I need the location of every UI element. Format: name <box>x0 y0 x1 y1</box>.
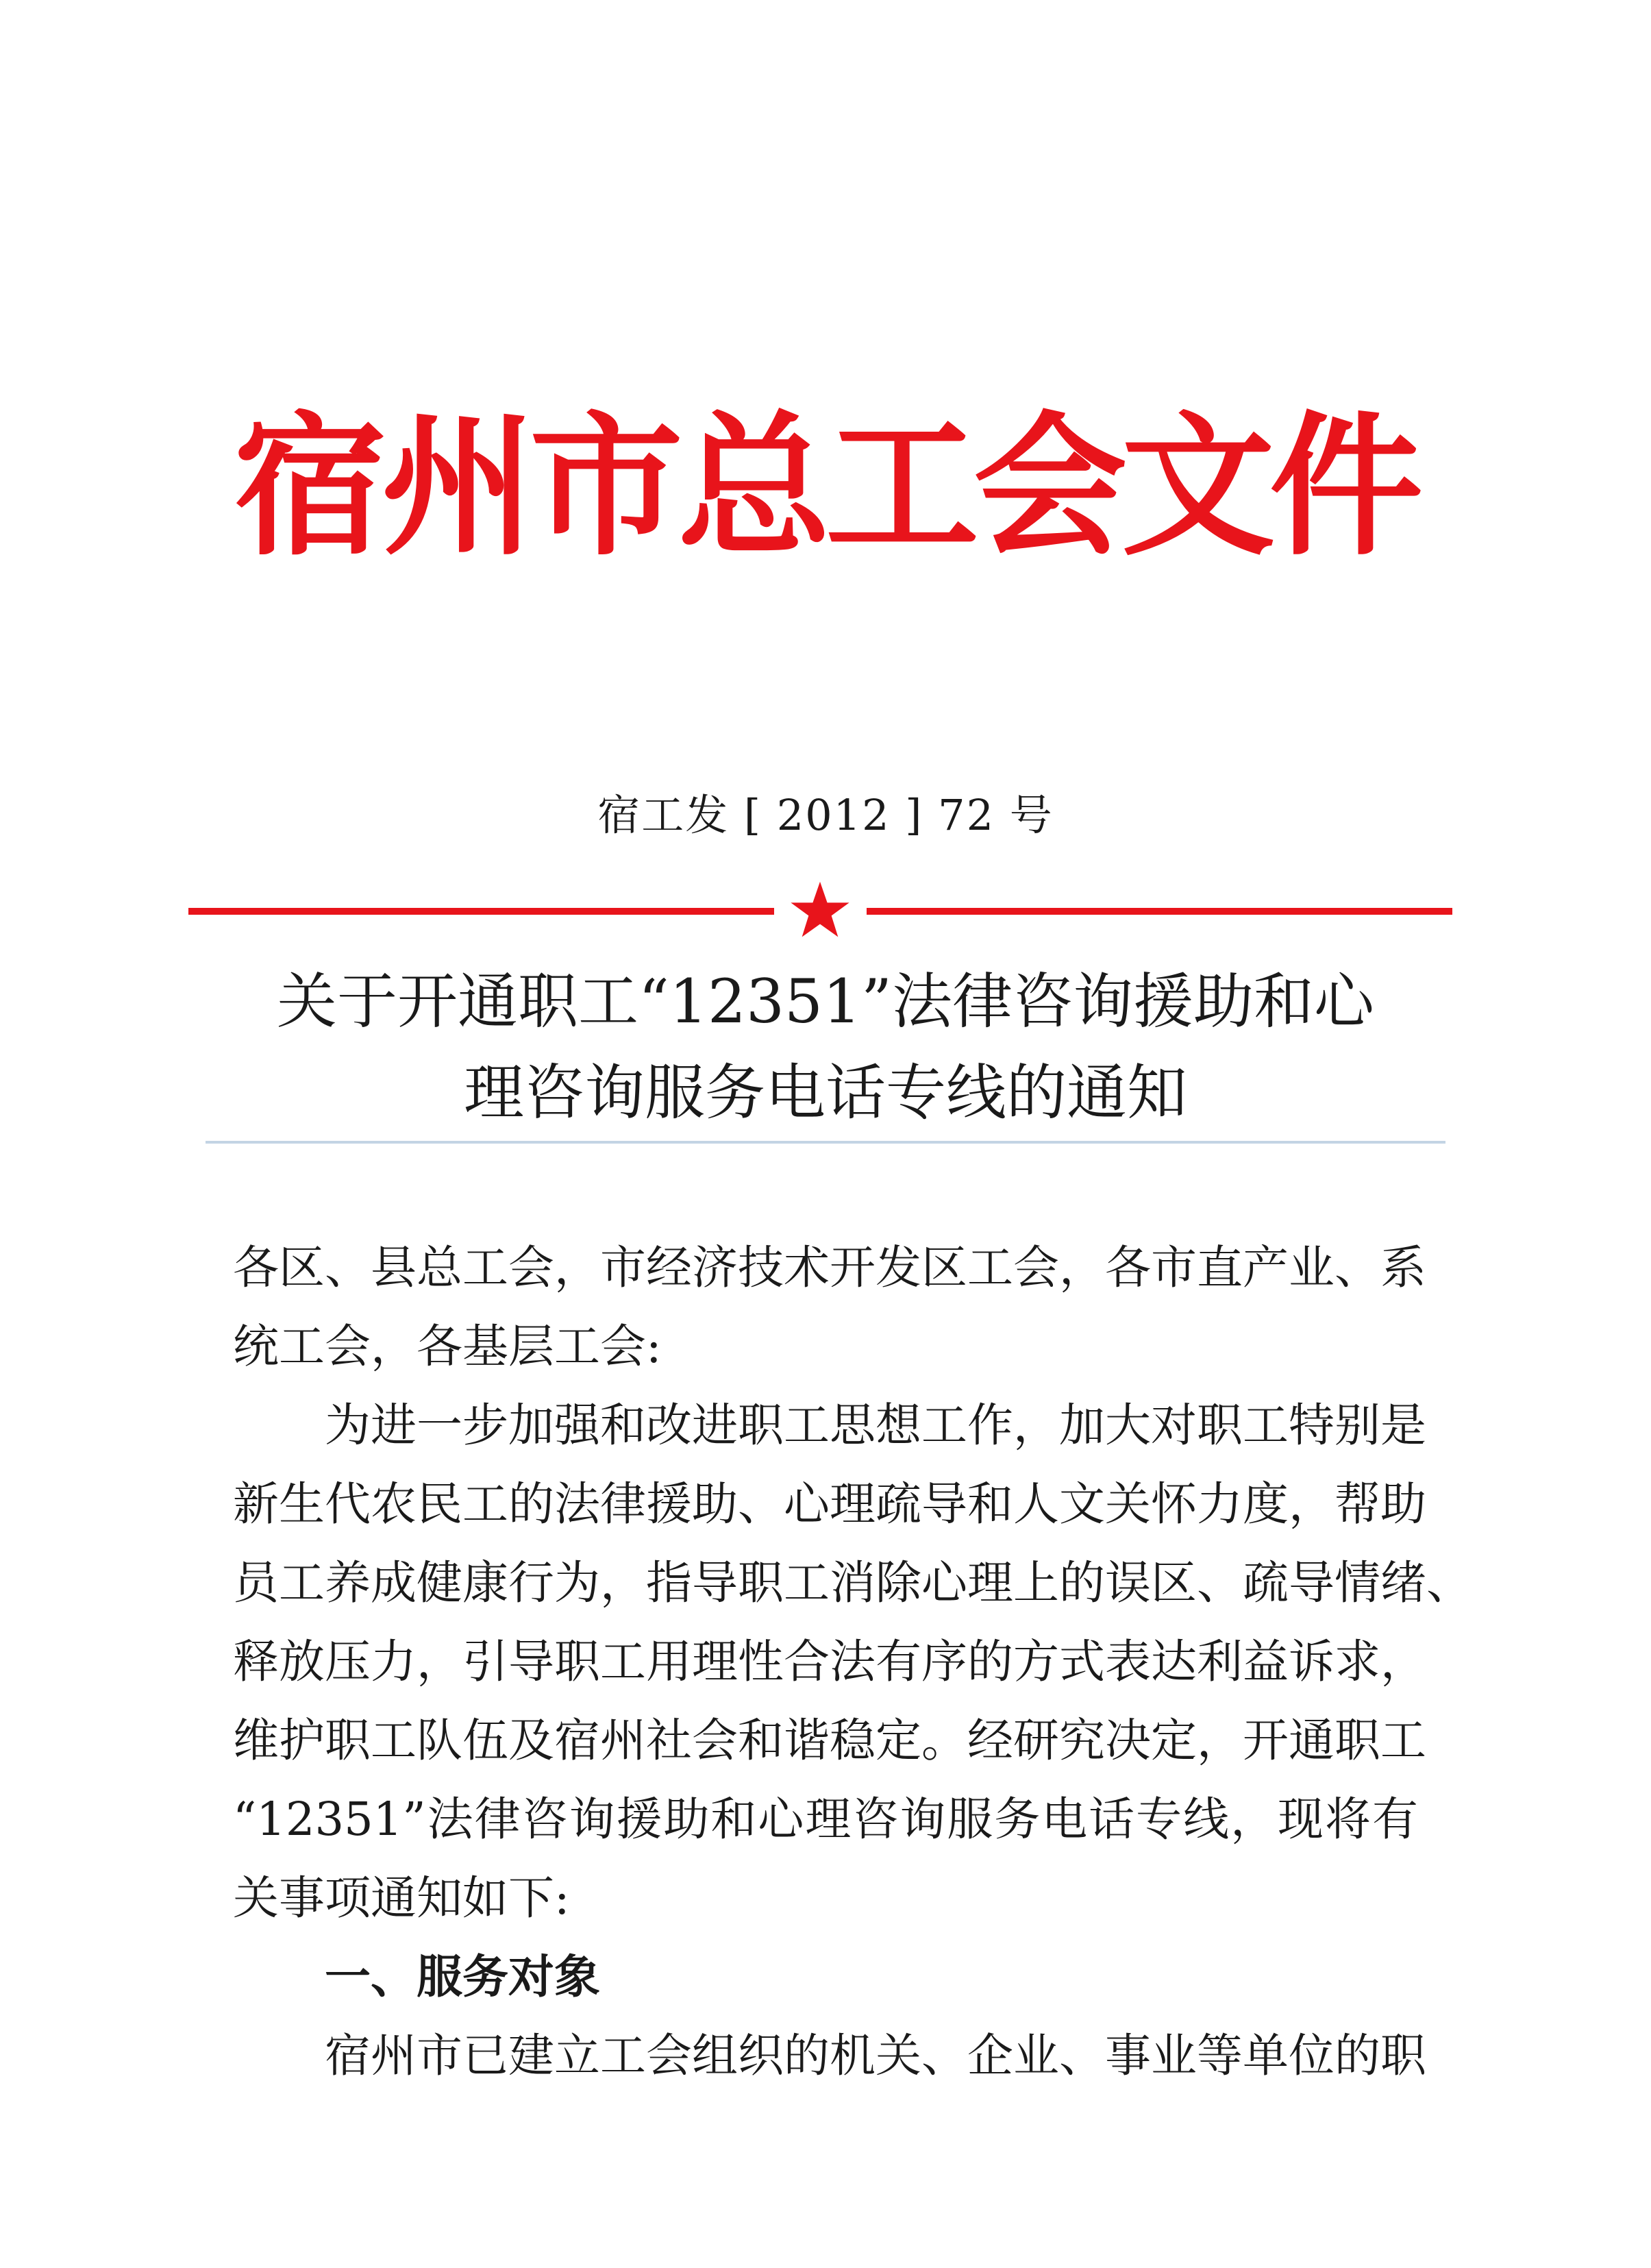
red-star-icon <box>789 880 851 939</box>
red-divider <box>188 880 1452 942</box>
section-1-text-line: 宿州市已建立工会组织的机关、企业、事业等单位的职 <box>325 2029 1426 2082</box>
addressee-line-2: 统工会，各基层工会: <box>233 1320 662 1373</box>
document-title-line-1: 关于开通职工“12351”法律咨询援助和心 <box>277 966 1374 1037</box>
paragraph-line-6: “12351”法律咨询援助和心理咨询服务电话专线，现将有 <box>233 1792 1418 1846</box>
paragraph-line-1: 为进一步加强和改进职工思想工作，加大对职工特别是 <box>325 1398 1426 1452</box>
paragraph-line-7: 关事项通知如下: <box>233 1871 570 1925</box>
title-underline <box>206 1141 1445 1144</box>
document-number: 宿工发 [ 2012 ] 72 号 <box>597 790 1054 840</box>
divider-rule-left <box>188 908 774 915</box>
paragraph-line-3: 员工养成健康行为，指导职工消除心理上的误区、疏导情绪、 <box>233 1556 1472 1610</box>
addressee-line-1: 各区、县总工会，市经济技术开发区工会，各市直产业、系 <box>233 1241 1426 1294</box>
masthead-title: 宿州市总工会文件 <box>234 396 1417 576</box>
section-heading-service-target: 一、服务对象 <box>325 1950 600 2004</box>
paragraph-line-2: 新生代农民工的法律援助、心理疏导和人文关怀力度，帮助 <box>233 1477 1426 1531</box>
paragraph-line-4: 释放压力，引导职工用理性合法有序的方式表达利益诉求， <box>233 1635 1426 1688</box>
divider-rule-right <box>867 908 1452 915</box>
document-title-line-2: 理咨询服务电话专线的通知 <box>463 1057 1187 1128</box>
paragraph-line-5: 维护职工队伍及宿州社会和谐稳定。经研究决定，开通职工 <box>233 1714 1426 1767</box>
